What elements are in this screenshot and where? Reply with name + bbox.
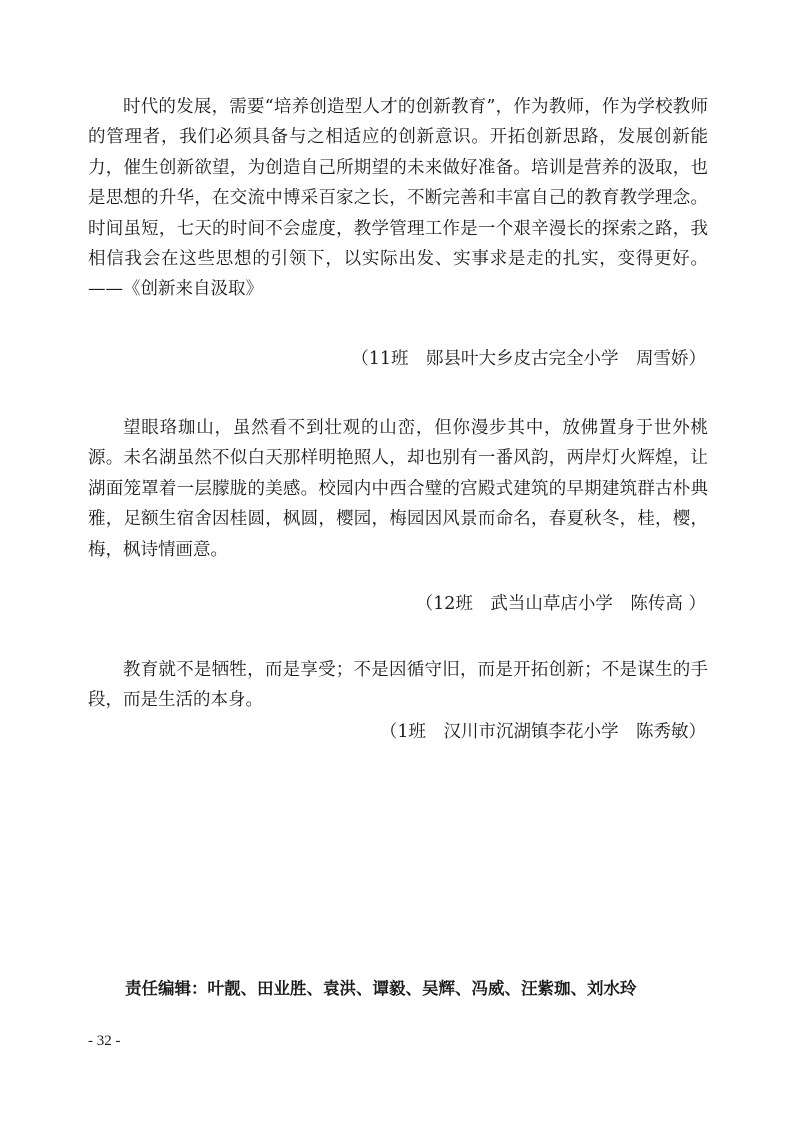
signature-3: （1班 汉川市沉湖镇李花小学 陈秀敏）: [379, 722, 706, 742]
page-number: - 32 -: [88, 1033, 121, 1049]
reflection-paragraph-2: 望眼珞珈山，虽然看不到壮观的山峦，但你漫步其中，放佛置身于世外桃源。未名湖虽然不似白天那样明艳照人，却也别有一番风韵，两岸灯火辉煌，让湖面笼罩着一层朦胧的美感。校园内中西合璧的宫殿式建筑的早期建筑群古朴典雅，足额生宿舍因桂圆，枫圆，樱园，梅园因风景而命名，春夏秋冬，桂，樱，梅，枫诗情画意。: [88, 418, 708, 560]
responsible-editors: 责任编辑：叶靓、田业胜、袁洪、谭毅、吴辉、冯威、汪紫珈、刘水玲: [125, 979, 637, 998]
reflection-paragraph-1: 时代的发展，需要“培养创造型人才的创新教育”，作为教师，作为学校教师的管理者，我们必须具备与之相适应的创新意识。开拓创新思路，发展创新能力，催生创新欲望，为创造自己所期望的未来做好准备。培训是营养的汲取，也是思想的升华，在交流中博采百家之长，不断完善和丰富自己的教育教学理念。时间虽短，七天的时间不会虚度，教学管理工作是一个艰辛漫长的探索之路，我相信我会在这些思想的引领下，以实际出发、实事求是走的扎实，变得更好。——《创新来自汲取》: [88, 97, 708, 300]
signature-2: （12班 武当山草店小学 陈传高 ）: [415, 594, 706, 614]
signature-1: （11班 郧县叶大乡皮古完全小学 周雪娇）: [351, 349, 706, 369]
reflection-paragraph-3: 教育就不是牺牲，而是享受；不是因循守旧，而是开拓创新；不是谋生的手段，而是生活的本身。: [88, 660, 708, 711]
